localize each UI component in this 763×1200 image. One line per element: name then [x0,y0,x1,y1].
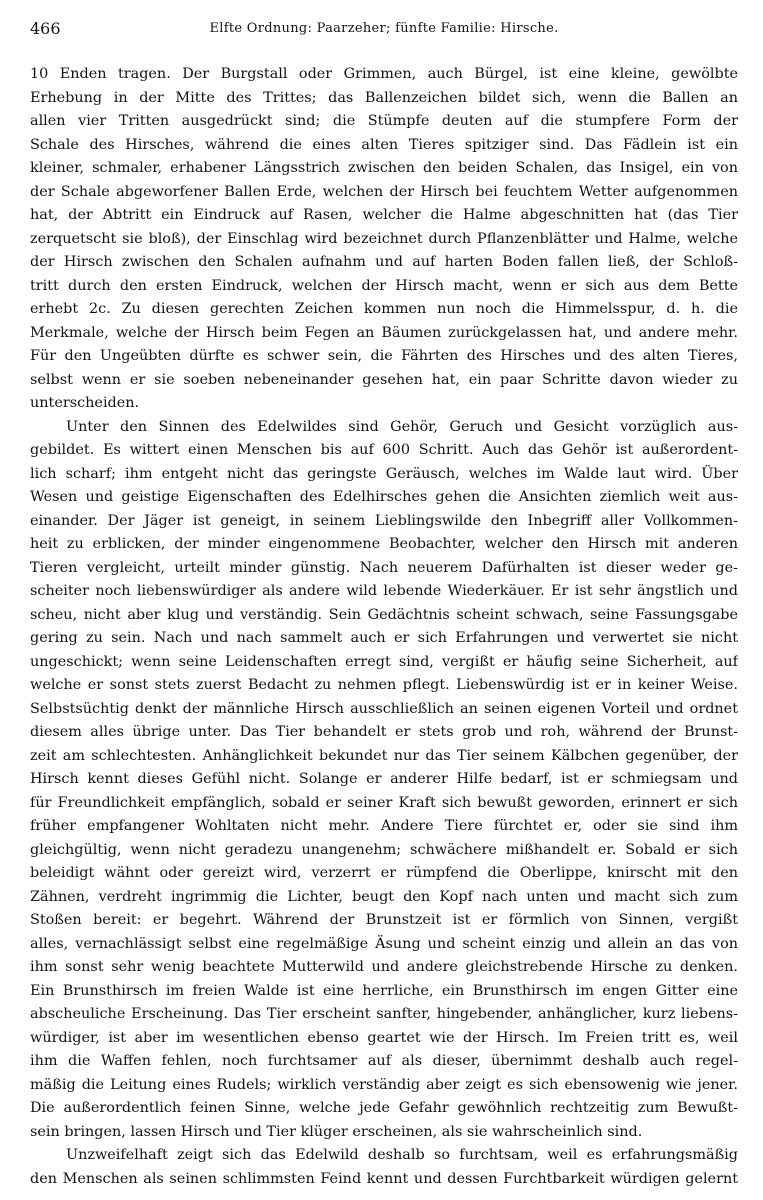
text-line: scheiter noch liebenswürdiger als andere wild lebende Wiederkäuer. Er ist sehr ängstlich und [30,583,738,599]
text-line: der Hirsch zwischen den Schalen aufnahm und auf harten Boden fallen ließ, der Schloß- [30,254,738,270]
running-title: Elfte Ordnung: Paarzeher; fünfte Familie: Hirsche. [209,21,559,36]
text-line: lich scharf; ihm entgeht nicht das geringste Geräusch, welches im Walde laut wird. Über [30,465,738,482]
text-line: gering zu sein. Nach und nach sammelt auch er sich Erfahrungen und verwertet sie nicht [30,630,738,646]
running-head [30,14,738,44]
text-line: früher empfangener Wohltaten nicht mehr. Andere Tiere fürchtet er, oder sie sind ihm [30,818,738,834]
text-line: welche er sonst stets zuerst Bedacht zu nehmen pflegt. Liebenswürdig ist er in keiner Weise. [30,677,738,693]
text-line: zerquetscht sie bloß), der Einschlag wird bezeichnet durch Pflanzenblätter und Halme, welche [30,230,738,247]
text-line: 10 Enden tragen. Der Burgstall oder Grimmen, auch Bürgel, ist eine kleine, gewölbte [30,66,738,82]
text-line: einander. Der Jäger ist geneigt, in seinem Lieblingswilde den Inbegriff aller Vollkommen- [30,512,738,529]
text-line: den Menschen als seinen schlimmsten Feind kennt und dessen Furchtbarkeit würdigen gelernt [30,1170,738,1187]
text-line: hat, der Abtritt ein Eindruck auf Rasen, welcher die Halme abgeschnitten hat (das Tier [30,207,738,223]
text-line: Die außerordentlich feinen Sinne, welche jede Gefahr gewöhnlich rechtzeitig zum Bewußt- [30,1100,738,1116]
text-line: würdiger, ist aber im wesentlichen ebenso geartet wie der Hirsch. Im Freien tritt es, weil [30,1029,738,1046]
text-line: Hirsch kennt dieses Gefühl nicht. Solange er anderer Hilfe bedarf, ist er schmiegsam und [30,771,738,787]
text-line: sein bringen, lassen Hirsch und Tier klüger erscheinen, als sie wahrscheinlich sind. [30,1123,643,1140]
text-line: selbst wenn er sie soeben nebeneinander gesehen hat, ein paar Schritte davon wieder zu [30,371,738,388]
text-line: scheu, nicht aber klug und verständig. Sein Gedächtnis scheint schwach, seine Fassungsgabe [30,606,738,623]
text-line: zeit am schlechtesten. Anhänglichkeit bekundet nur das Tier seinem Kälbchen gegenüber, der [30,747,738,764]
text-line: alles, vernachlässigt selbst eine regelmäßige Äsung und scheint einzig und allein an das von [30,935,738,952]
text-line: Merkmale, welche der Hirsch beim Fegen an Bäumen zurückgelassen hat, und andere mehr. [30,324,738,341]
text-line: allen vier Tritten ausgedrückt sind; die Stümpfe deuten auf die stumpfere Form der [30,113,738,129]
text-line: Für den Ungeübten dürfte es schwer sein, die Fährten des Hirsches und des alten Tieres, [30,348,738,364]
text-line: gebildet. Es wittert einen Menschen bis auf 600 Schritt. Auch das Gehör ist außerordent- [30,442,738,458]
text-line: Tieren vergleicht, urteilt minder günstig. Nach neuerem Dafürhalten ist dieser weder ge- [30,559,738,576]
text-line: gleichgültig, wenn nicht geradezu unangenehm; schwächere mißhandelt er. Sobald er sich [30,841,738,858]
text-line: Schale des Hirsches, während die eines alten Tieres spitziger sind. Das Fädlein ist ein [30,136,738,153]
text-line: Stoßen bereit: er begehrt. Während der Brunstzeit ist er förmlich von Sinnen, vergißt [30,912,738,928]
body-text [30,63,738,1191]
text-line: mäßig die Leitung eines Rudels; wirklich verständig aber zeigt es sich ebensowenig wie jener. [30,1076,738,1093]
text-line: für Freundlichkeit empfänglich, sobald er seiner Kraft sich bewußt geworden, erinnert er sich [30,794,738,811]
page-number: 466 [30,19,61,38]
text-line: heit zu erblicken, der minder eingenommene Beobachter, welcher den Hirsch mit anderen [30,536,738,552]
text-line: erhebt 2c. Zu diesen gerechten Zeichen kommen nun noch die Himmelsspur, d. h. die [30,301,738,317]
text-line: tritt durch den ersten Eindruck, welchen der Hirsch macht, wenn er sich aus dem Bette [30,277,738,294]
text-line: diesem alles übrige unter. Das Tier behandelt er stets grob und roh, während der Brunst- [30,724,738,740]
text-line: ungeschickt; wenn seine Leidenschaften erregt sind, vergißt er häufig seine Sicherheit, auf [30,653,738,670]
text-line: Unter den Sinnen des Edelwildes sind Gehör, Geruch und Gesicht vorzüglich aus- [66,418,738,435]
text-line: Wesen und geistige Eigenschaften des Edelhirsches gehen die Ansichten ziemlich weit aus- [30,489,738,505]
text-line: ihm sonst sehr wenig beachtete Mutterwild und andere gleichstrebende Hirsche zu denken. [30,959,738,975]
text-line: Ein Brunsthirsch im freien Walde ist eine herrliche, ein Brunsthirsch im engen Gitter eine [30,982,738,999]
text-line: Zähnen, verdreht ingrimmig die Lichter, beugt den Kopf nach unten und macht sich zum [30,888,738,905]
text-line: Selbstsüchtig denkt der männliche Hirsch ausschließlich an seinen eigenen Vorteil und ordnet [30,700,738,717]
text-line: ihm die Waffen fehlen, noch furchtsamer auf als dieser, übernimmt deshalb auch regel- [30,1053,738,1069]
book-page [30,14,738,1190]
text-line: der Schale abgeworfener Ballen Erde, welchen der Hirsch bei feuchtem Wetter aufgenommen [30,183,738,200]
text-line: unterscheiden. [30,395,140,411]
text-line: abscheuliche Erscheinung. Das Tier erscheint sanfter, hingebender, anhänglicher, kurz liebens- [30,1006,738,1022]
text-line: Unzweifelhaft zeigt sich das Edelwild deshalb so furchtsam, weil es erfahrungsmäßig [66,1147,738,1163]
text-line: Erhebung in der Mitte des Trittes; das Ballenzeichen bildet sich, wenn die Ballen an [30,89,738,106]
text-line: beleidigt wähnt oder gereizt wird, verzerrt er rümpfend die Oberlippe, knirscht mit den [30,865,738,881]
text-line: kleiner, schmaler, erhabener Längsstrich zwischen den beiden Schalen, das Insigel, ein von [30,160,738,176]
